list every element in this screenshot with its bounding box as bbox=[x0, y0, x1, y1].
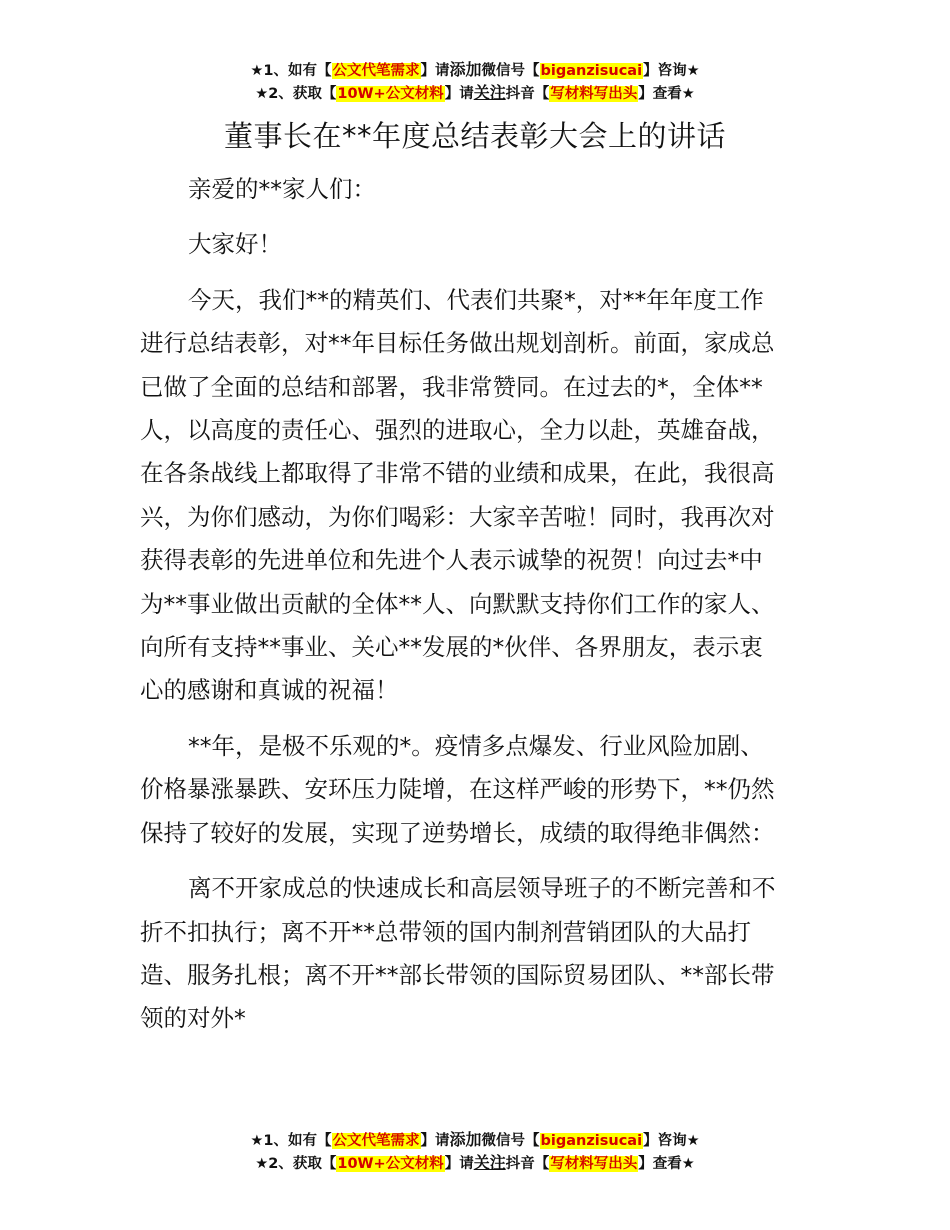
text-line: 已做了全面的总结和部署，我非常赞同。在过去的*，全体** bbox=[140, 372, 763, 401]
header-banner bbox=[0, 59, 950, 105]
text-line: 为**事业做出贡献的全体**人、向默默支持你们工作的家人、 bbox=[140, 589, 775, 618]
paragraph-summary bbox=[140, 279, 812, 713]
banner-text: 抖音【 bbox=[505, 1156, 550, 1172]
header-banner-line-1 bbox=[0, 59, 950, 82]
footer-banner-line-2 bbox=[0, 1152, 950, 1175]
footer-banner bbox=[0, 1129, 950, 1175]
text-line: 价格暴涨暴跌、安环压力陡增，在这样严峻的形势下，**仍然 bbox=[140, 775, 775, 804]
text-line: 保持了较好的发展，实现了逆势增长，成绩的取得绝非偶然： bbox=[140, 818, 775, 847]
document-title: 董事长在**年度总结表彰大会上的讲话 bbox=[223, 119, 726, 153]
banner-emphasis-follow: 关注 bbox=[473, 1153, 506, 1172]
banner-emphasis-follow: 关注 bbox=[473, 83, 506, 102]
banner-text: 】请 bbox=[444, 1156, 474, 1172]
text-line: 离不开家成总的快速成长和高层领导班子的不断完善和不 bbox=[188, 874, 776, 903]
text-line: 今天，我们**的精英们、代表们共聚*，对**年年度工作 bbox=[188, 285, 764, 314]
banner-text: ★1、如有【 bbox=[250, 63, 332, 79]
banner-text: 微信号【 bbox=[481, 63, 540, 79]
banner-text: ★1、如有【 bbox=[250, 1133, 332, 1149]
footer-banner-line-1 bbox=[0, 1129, 950, 1152]
text-line: 造、服务扎根；离不开**部长带领的国际贸易团队、**部长带 bbox=[140, 960, 775, 989]
text-line: 向所有支持**事业、关心**发展的*伙伴、各界朋友，表示衷 bbox=[140, 633, 763, 662]
banner-text: 微信号【 bbox=[481, 1133, 540, 1149]
paragraph-reasons bbox=[140, 867, 812, 1041]
banner-highlight-materials: 10W+公文材料 bbox=[337, 86, 444, 102]
text-line: 在各条战线上都取得了非常不错的业绩和成果，在此，我很高 bbox=[140, 459, 775, 488]
banner-text: ★2、获取【 bbox=[255, 1156, 337, 1172]
banner-highlight-wechat-id: biganzisucai bbox=[540, 1133, 643, 1149]
text-line: 亲爱的**家人们： bbox=[188, 175, 376, 203]
text-line: 折不扣执行；离不开**总带领的国内制剂营销团队的大品打 bbox=[140, 917, 751, 946]
banner-highlight-douyin: 写材料写出头 bbox=[550, 86, 638, 102]
header-banner-line-2 bbox=[0, 82, 950, 105]
banner-text: 】咨询★ bbox=[643, 1133, 700, 1149]
banner-text: 抖音【 bbox=[505, 86, 550, 102]
text-line: 心的感谢和真诚的祝福！ bbox=[140, 676, 399, 705]
paragraph-situation bbox=[140, 725, 812, 855]
text-line: 人，以高度的责任心、强烈的进取心，全力以赴，英雄奋战， bbox=[140, 416, 775, 445]
banner-emphasis-add: 添加 bbox=[449, 1130, 482, 1149]
text-line: 进行总结表彰，对**年目标任务做出规划剖析。前面，家成总 bbox=[140, 329, 775, 358]
text-line: **年，是极不乐观的*。疫情多点爆发、行业风险加剧、 bbox=[188, 731, 764, 760]
banner-emphasis-add: 添加 bbox=[449, 60, 482, 79]
banner-text: 】查看★ bbox=[638, 1156, 695, 1172]
banner-text: 】请 bbox=[420, 63, 450, 79]
text-line: 获得表彰的先进单位和先进个人表示诚挚的祝贺！向过去*中 bbox=[140, 546, 763, 575]
banner-highlight-wechat-id: biganzisucai bbox=[540, 63, 643, 79]
banner-highlight-materials: 10W+公文材料 bbox=[337, 1156, 444, 1172]
banner-highlight-service: 公文代笔需求 bbox=[332, 1133, 420, 1149]
text-line: 兴，为你们感动，为你们喝彩：大家辛苦啦！同时，我再次对 bbox=[140, 502, 775, 531]
banner-text: 】查看★ bbox=[638, 86, 695, 102]
banner-highlight-service: 公文代笔需求 bbox=[332, 63, 420, 79]
text-line: 大家好！ bbox=[188, 230, 282, 259]
paragraph-greeting bbox=[140, 168, 812, 211]
banner-text: 】请 bbox=[420, 1133, 450, 1149]
document-body bbox=[140, 168, 812, 1053]
banner-text: 】咨询★ bbox=[643, 63, 700, 79]
text-line: 领的对外* bbox=[140, 1004, 246, 1033]
banner-text: ★2、获取【 bbox=[255, 86, 337, 102]
banner-text: 】请 bbox=[444, 86, 474, 102]
paragraph-salutation bbox=[140, 223, 812, 266]
banner-highlight-douyin: 写材料写出头 bbox=[550, 1156, 638, 1172]
